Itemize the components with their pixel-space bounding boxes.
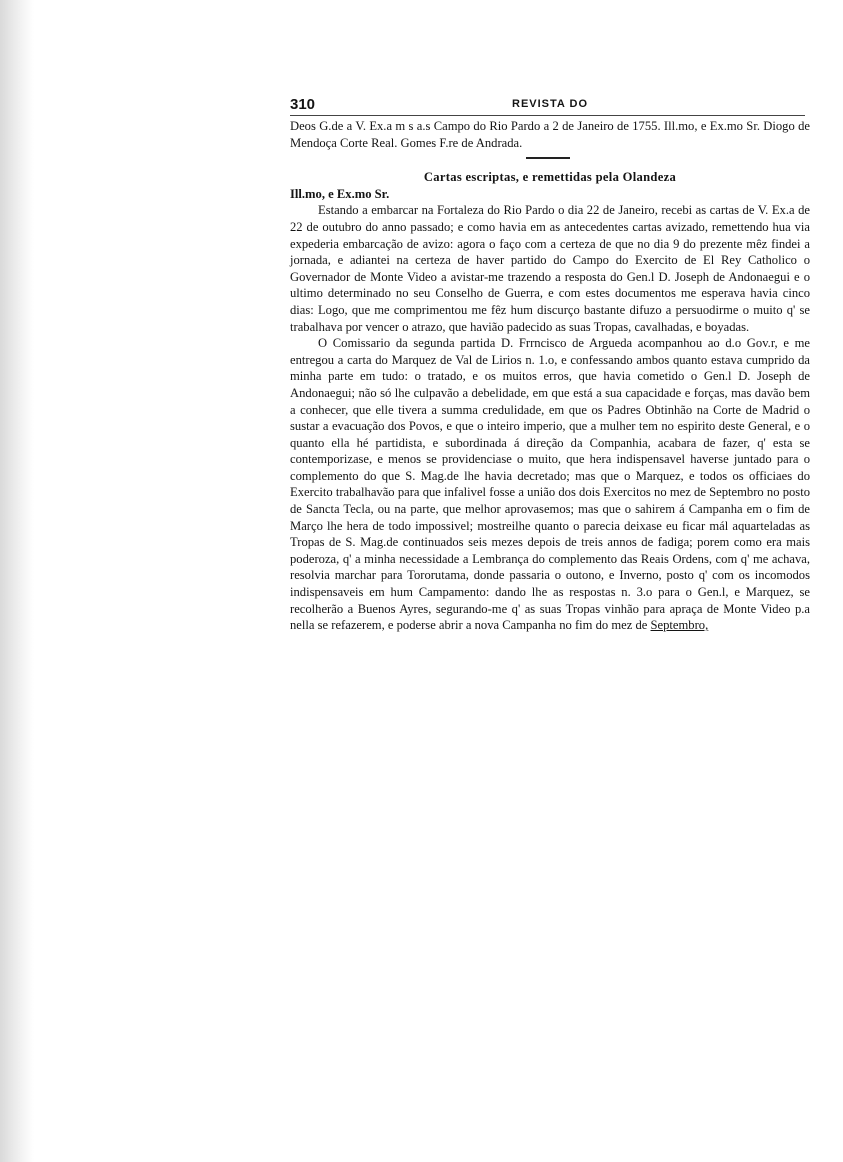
letter-closing: Deos G.de a V. Ex.a m s a.s Campo do Rio Pardo a 2 de Janeiro de 1755. Ill.mo, e Ex.mo Sr. Diogo de Mendoça Corte Real. Gomes F.re de Andrada. [290,119,810,150]
letter-salutation: Ill.mo, e Ex.mo Sr. [290,186,390,201]
page-number: 310 [290,96,316,113]
section-divider [526,157,570,159]
header-rule [290,115,805,116]
page-header [290,96,810,118]
last-word: Septembro, [650,618,709,633]
paragraph-2 [290,335,810,634]
scan-page-edge [0,0,34,1162]
section-title: Cartas escriptas, e remettidas pela Olandeza [423,170,677,185]
paragraph-2-text: O Comissario da segunda partida D. Frrncisco de Argueda acompanhou ao d.o Gov.r, e me entregou a carta do Marquez de Val de Lirios n. 1.o, e confessando ambos quanto estava cumprido da minha parte em tudo: o tratado, e os muitos erros, que havia cometido o Gen.l D. Joseph de Andonaegui; não só lhe culpavão a debelidade, em que está a sua capacidade e forças, mas davão bem a conhecer, que elle tivera a summa credulidade, em que os Padres Obtinhão na Corte de Madrid o sustar a evacuação dos Povos, e que o inteiro imperio, que a mulher tem no espirito deste General, e o quanto ella hé partidista, e subordinada á direção da Companhia, acabara de fazer, q' esta se contemporizase, e menos se providenciase o muito, que hera indispensavel haverse juntado para o complemento do que S. Mag.de lhe havia decretado; mas que o Marquez, e todos os officiaes do Exercito trabalhavão para que infalivel fosse a união dos dois Exercitos no mez de Septembro no posto de Sancta Tecla, ou na parte, que melhor aprovasemos; mas que o sahirem á Campanha em o fim de Março lhe hera de todo impossivel; mostreilhe quanto o parecia deixase eu ficar mál aquarteladas as Tropas de S. Mag.de continuados seis mezes depois de treis annos de fadiga; porem como era mais poderoza, q' a minha necessidade a Lembrança do complemento das Reais Ordens, com q' me achava, resolvia marchar para Tororutama, donde passaria o outono, e Inverno, posto q' com os incomodos indispensaveis em hum Campamento: dando lhe as respostas n. 3.o para o Gen.l, e Marquez, se recolherão a Buenos Ayres, segurando-me q' as suas Tropas vinhão para apraça de Monte Video p.a nella se refazerem, e poderse abrir a nova Campanha no fim do mez de [290,336,810,633]
page-text [290,118,810,634]
running-head: REVISTA DO [512,98,589,110]
paragraph-1: Estando a embarcar na Fortaleza do Rio Pardo o dia 22 de Janeiro, recebi as cartas de V. Ex.a de 22 de outubro do anno passado; e como havia em as antecedentes cartas avizado, remettendo hua via expederia embarcação de avizo: agora o faço com a certeza de que no dia 9 do prezente mêz findei a jornada, e adiantei na certeza de haver partido do Campo do Exercito de El Rey Catholico o Governador de Monte Video a avistar-me trazendo a resposta do Gen.l D. Joseph de Andonaegui e o ultimo determinado no seu Conselho de Guerra, e com estes documentos me esperava havia cinco dias: Logo, que me comprimentou me fêz hum discurço bastante difuzo a persuodirme o muito q' se trabalhava por vencer o atrazo, que havião padecido as suas Tropas, cavalhadas, e boyadas. [290,203,810,334]
book-page [290,96,810,634]
